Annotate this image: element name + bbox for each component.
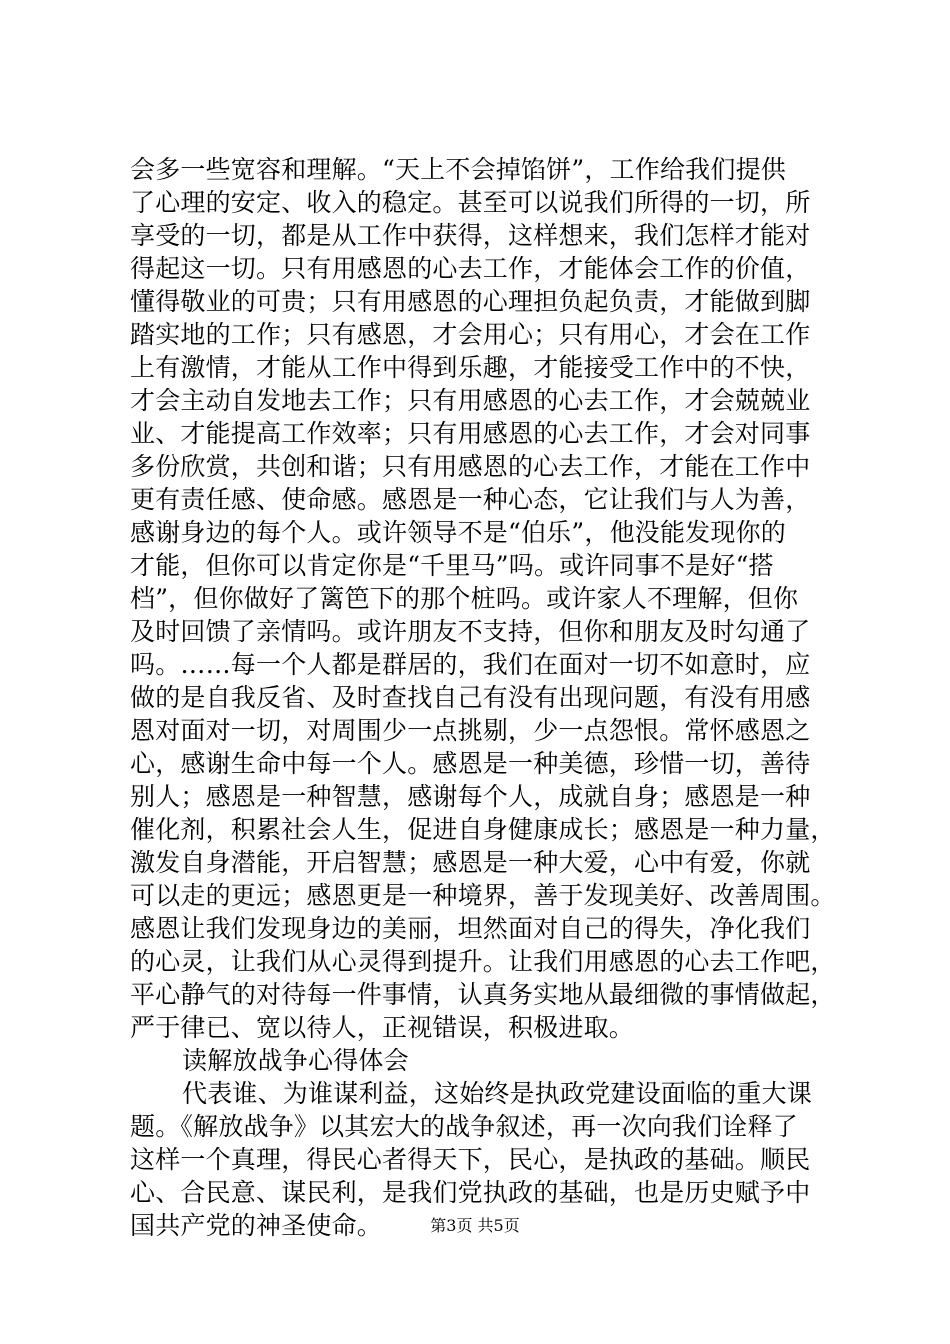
text-line: 感恩让我们发现身边的美丽，坦然面对自己的得失，净化我们 — [130, 914, 811, 943]
text-line: 享受的一切，都是从工作中获得，这样想来，我们怎样才能对 — [130, 221, 811, 250]
body-text — [130, 153, 840, 1242]
text-line: 平心静气的对待每一件事情，认真务实地从最细微的事情做起， — [130, 980, 836, 1009]
text-line: 感谢身边的每个人。或许领导不是“伯乐”，他没能发现你的 — [130, 518, 786, 547]
text-line: 的心灵，让我们从心灵得到提升。让我们用感恩的心去工作吧， — [130, 947, 836, 976]
text-line: 上有激情，才能从工作中得到乐趣，才能接受工作中的不快， — [130, 353, 811, 382]
text-line: 得起这一切。只有用感恩的心去工作，才能体会工作的价值， — [130, 254, 811, 283]
text-line: 别人；感恩是一种智慧，感谢每个人，成就自身；感恩是一种 — [130, 782, 811, 811]
text-line: 可以走的更远；感恩更是一种境界，善于发现美好、改善周围。 — [130, 881, 836, 910]
text-line: 会多一些宽容和理解。“天上不会掉馅饼”，工作给我们提供 — [130, 155, 786, 184]
text-line: 做的是自我反省、及时查找自己有没有出现问题，有没有用感 — [130, 683, 811, 712]
text-line: 题。《解放战争》以其宏大的战争叙述，再一次向我们诠释了 — [130, 1112, 798, 1141]
text-line: 了心理的安定、收入的稳定。甚至可以说我们所得的一切，所 — [130, 188, 811, 217]
text-line: 心、合民意、谋民利，是我们党执政的基础，也是历史赋予中 — [130, 1178, 811, 1207]
text-line: 心，感谢生命中每一个人。感恩是一种美德，珍惜一切，善待 — [130, 749, 811, 778]
text-line: 多份欣赏，共创和谐；只有用感恩的心去工作，才能在工作中 — [130, 452, 811, 481]
text-line: 这样一个真理，得民心者得天下，民心，是执政的基础。顺民 — [130, 1145, 811, 1174]
text-line: 踏实地的工作；只有感恩，才会用心；只有用心，才会在工作 — [130, 320, 811, 349]
text-line: 代表谁、为谁谋利益，这始终是执政党建设面临的重大课 — [182, 1079, 813, 1108]
text-line: 更有责任感、使命感。感恩是一种心态，它让我们与人为善， — [130, 485, 811, 514]
text-line: 激发自身潜能，开启智慧；感恩是一种大爱，心中有爱，你就 — [130, 848, 811, 877]
text-line: 业、才能提高工作效率；只有用感恩的心去工作，才会对同事 — [130, 419, 811, 448]
page-number-label: 第3页 共5页 — [430, 1216, 520, 1235]
text-line: 恩对面对一切，对周围少一点挑剔，少一点怨恨。常怀感恩之 — [130, 716, 811, 745]
section-title: 读解放战争心得体会 — [182, 1046, 409, 1075]
text-line: 吗。……每一个人都是群居的，我们在面对一切不如意时，应 — [130, 650, 811, 679]
text-line: 才能，但你可以肯定你是“千里马”吗。或许同事不是好“搭 — [130, 551, 774, 580]
text-line: 档”，但你做好了篱笆下的那个桩吗。或许家人不理解，但你 — [130, 584, 799, 613]
text-line: 严于律已、宽以待人，正视错误，积极进取。 — [130, 1013, 635, 1042]
text-line: 国共产党的神圣使命。 — [130, 1211, 383, 1240]
page-footer — [0, 1216, 950, 1236]
text-line: 催化剂，积累社会人生，促进自身健康成长；感恩是一种力量， — [130, 815, 836, 844]
text-line: 才会主动自发地去工作；只有用感恩的心去工作，才会兢兢业 — [130, 386, 811, 415]
text-line: 及时回馈了亲情吗。或许朋友不支持，但你和朋友及时勾通了 — [130, 617, 811, 646]
text-line: 懂得敬业的可贵；只有用感恩的心理担负起负责，才能做到脚 — [130, 287, 811, 316]
